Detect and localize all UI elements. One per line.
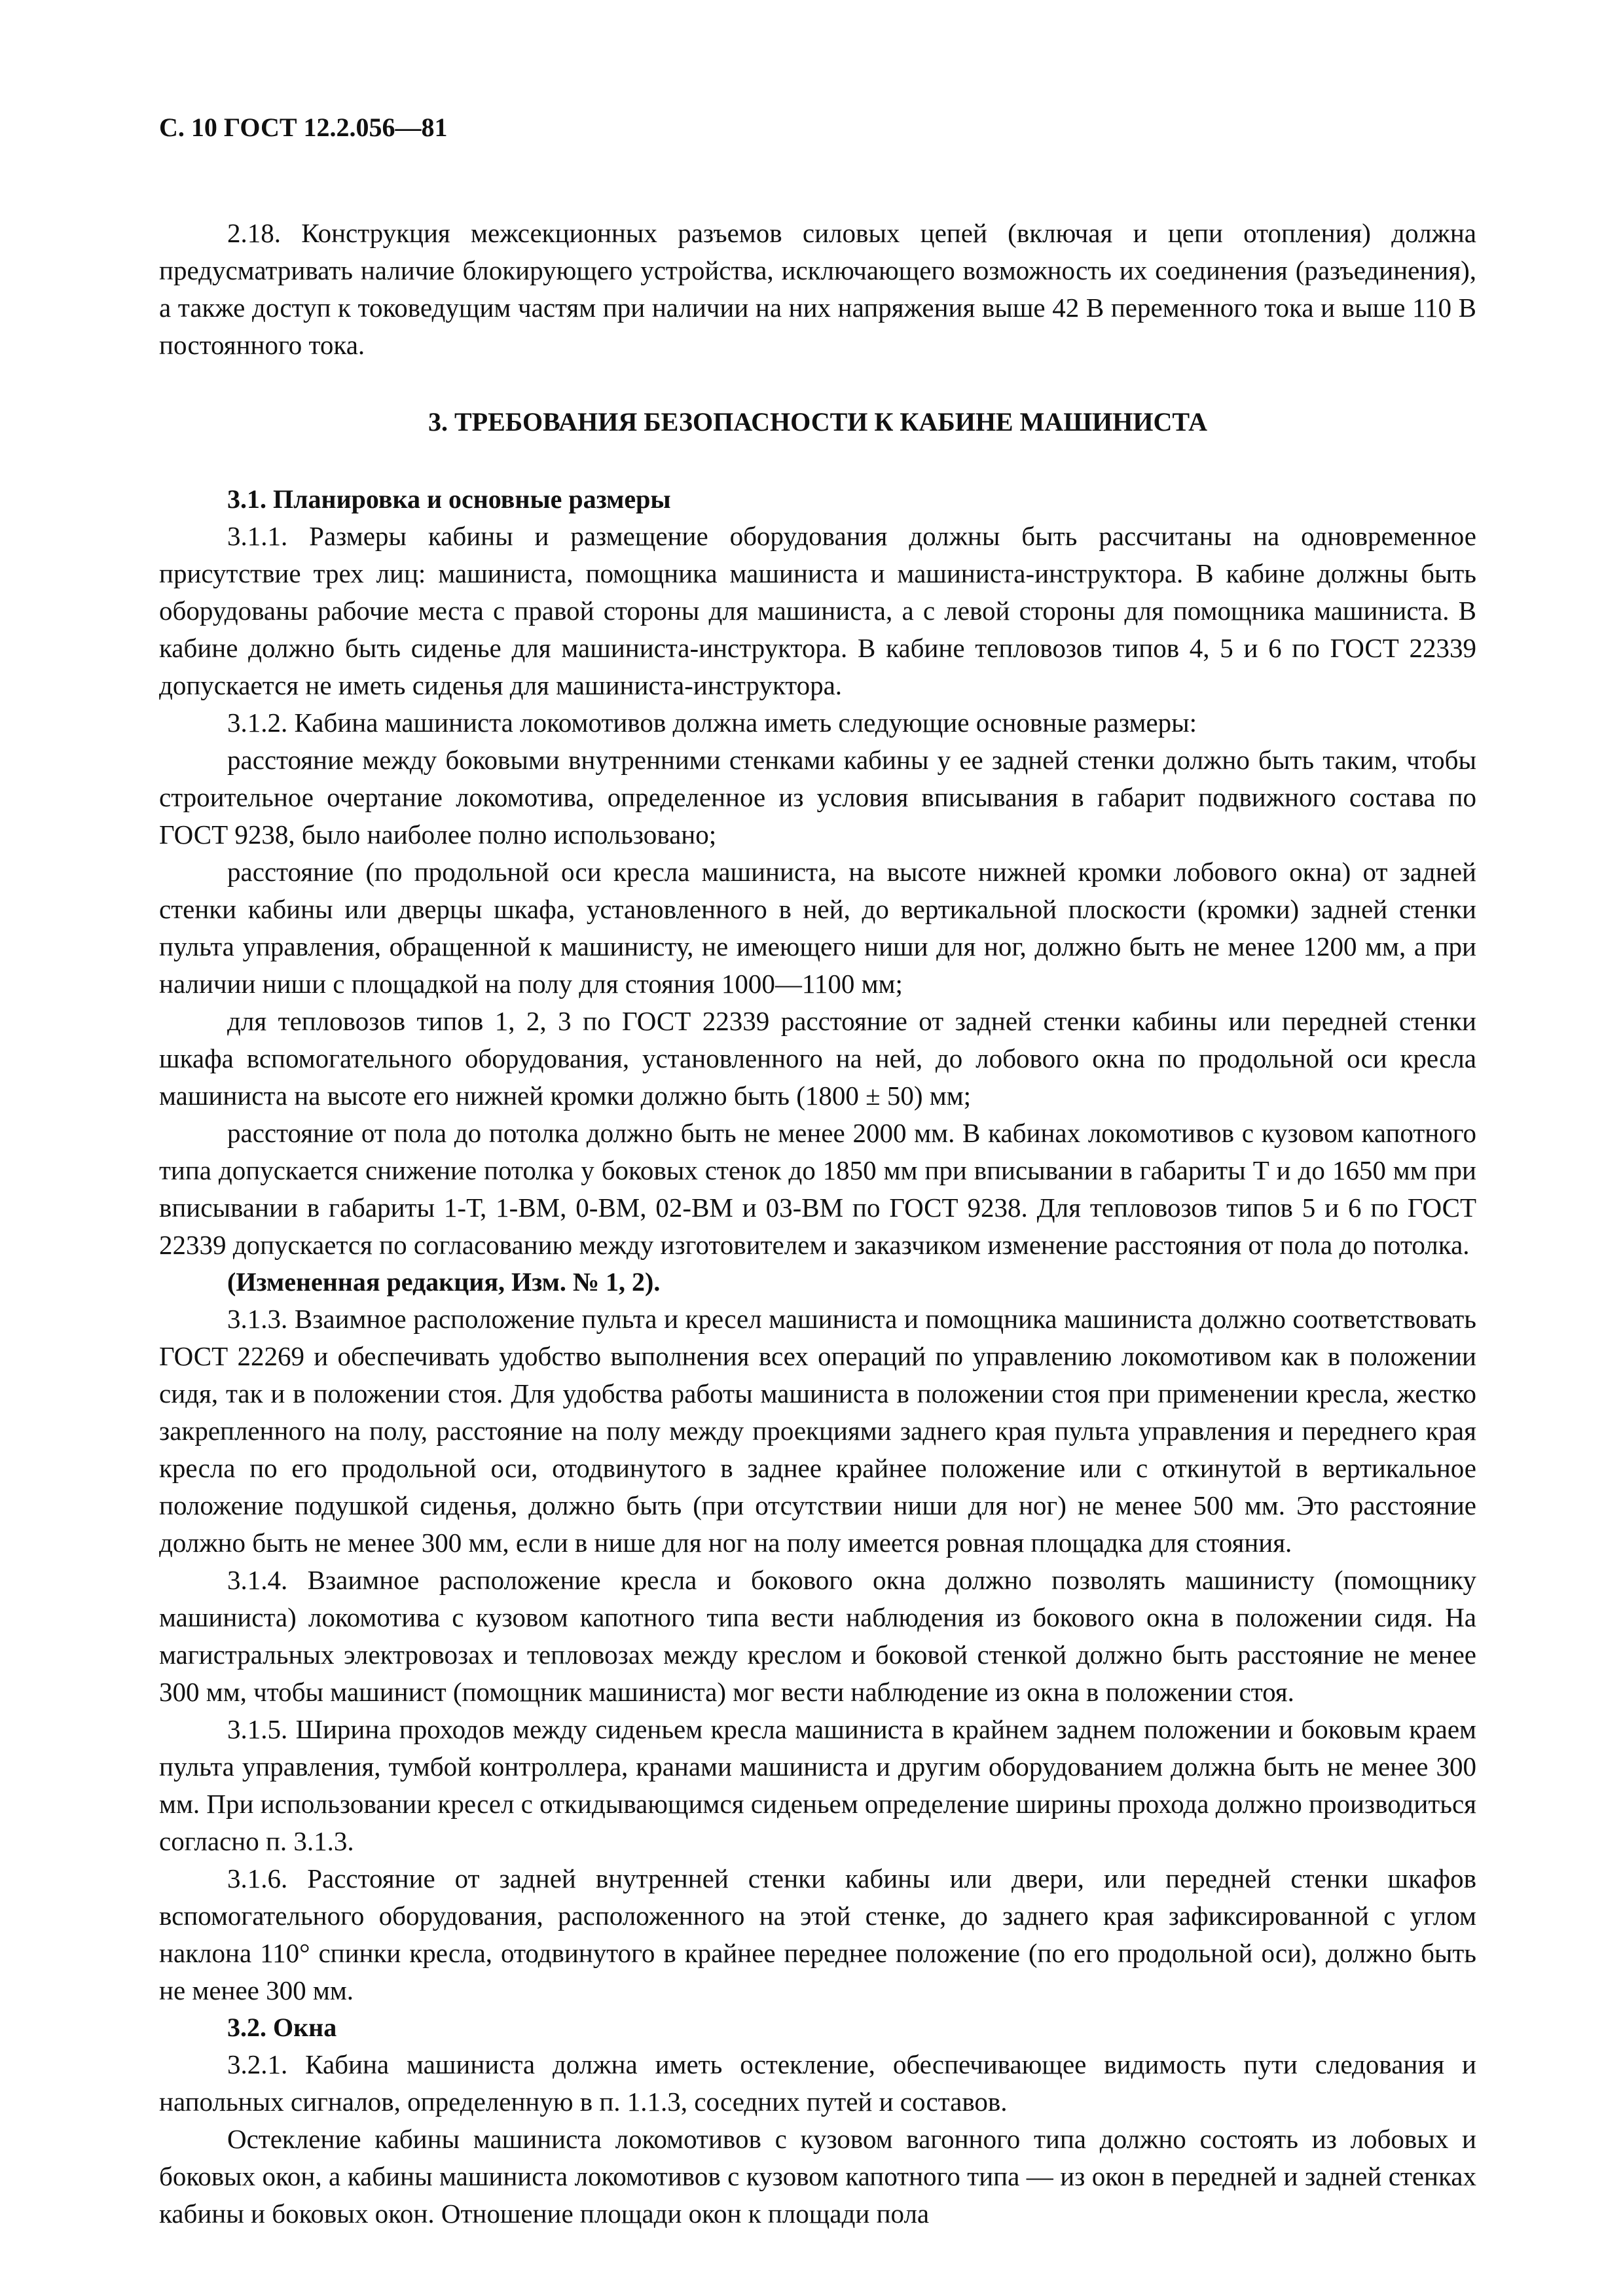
subheading-3-1: 3.1. Планировка и основные размеры bbox=[227, 484, 671, 514]
paragraph-3-1-4: 3.1.4. Взаимное расположение кресла и бокового окна должно позволять машинисту (помощнику машиниста) локомотива с кузовом капотного типа вести наблюдения из бокового окна в положении сидя. На магистральных электровозах и тепловозах между креслом и боковой стенкой должно быть расстояние не менее 300 мм, чтобы машинист (помощник машиниста) мог вести наблюдение из окна в положении стоя. bbox=[159, 1565, 1476, 1707]
paragraph-3-1-2-item-4: расстояние от пола до потолка должно быть не менее 2000 мм. В кабинах локомотивов с кузовом капотного типа допускается снижение потолка у боковых стенок до 1850 мм при вписывании в габариты Т и до 1650 мм при вписывании в габариты 1-Т, 1-ВМ, 0-ВМ, 02-ВМ и 03-ВМ по ГОСТ 9238. Для тепловозов типов 5 и 6 по ГОСТ 22339 допускается по согласованию между изготовителем и заказчиком изменение расстояния от пола до потолка. bbox=[159, 1118, 1476, 1260]
paragraph-3-1-1: 3.1.1. Размеры кабины и размещение оборудования должны быть рассчитаны на одновременное присутствие трех лиц: машиниста, помощника машиниста и машиниста-инструктора. В кабине должны быть оборудованы рабочие места с правой стороны для машиниста, а с левой стороны для помощника машиниста. В кабине должно быть сиденье для машиниста-инструктора. В кабине тепловозов типов 4, 5 и 6 по ГОСТ 22339 допускается не иметь сиденья для машиниста-инструктора. bbox=[159, 521, 1476, 700]
paragraph-3-1-2: 3.1.2. Кабина машиниста локомотивов должна иметь следующие основные размеры: bbox=[227, 708, 1197, 738]
subheading-3-2: 3.2. Окна bbox=[227, 2013, 337, 2042]
paragraph-3-1-2-item-3: для тепловозов типов 1, 2, 3 по ГОСТ 22339 расстояние от задней стенки кабины или передней стенки шкафа вспомогательного оборудования, установленного на ней, до лобового окна по продольной оси кресла машиниста на высоте его нижней кромки должно быть (1800 ± 50) мм; bbox=[159, 1006, 1476, 1111]
paragraph-3-1-5: 3.1.5. Ширина проходов между сиденьем кресла машиниста в крайнем заднем положении и боковым краем пульта управления, тумбой контроллера, кранами машиниста и другим оборудованием должна быть не менее 300 мм. При использовании кресел с откидывающимся сиденьем определение ширины прохода должно производиться согласно п. 3.1.3. bbox=[159, 1714, 1476, 1856]
paragraph-3-2-1-glazing: Остекление кабины машиниста локомотивов с кузовом вагонного типа должно состоять из лобовых и боковых окон, а кабины машиниста локомотивов с кузовом капотного типа — из окон в передней и задней стенках кабины и боковых окон. Отношение площади окон к площади пола bbox=[159, 2124, 1476, 2229]
paragraph-3-1-6: 3.1.6. Расстояние от задней внутренней стенки кабины или двери, или передней стенки шкафов вспомогательного оборудования, расположенного на этой стенке, до заднего края зафиксированной с углом наклона 110° спинки кресла, отодвинутого в крайнее переднее положение (по его продольной оси), должно быть не менее 300 мм. bbox=[159, 1863, 1476, 2005]
paragraph-3-1-2-item-1: расстояние между боковыми внутренними стенками кабины у ее задней стенки должно быть таким, чтобы строительное очертание локомотива, определенное из условия вписывания в габарит подвижного состава по ГОСТ 9238, было наиболее полно использовано; bbox=[159, 745, 1476, 850]
page-header: С. 10 ГОСТ 12.2.056—81 bbox=[159, 113, 448, 142]
amendment-note: (Измененная редакция, Изм. № 1, 2). bbox=[227, 1267, 661, 1297]
document-page bbox=[159, 111, 1476, 2233]
paragraph-3-1-3: 3.1.3. Взаимное расположение пульта и кресел машиниста и помощника машиниста должно соответствовать ГОСТ 22269 и обеспечивать удобство выполнения всех операций по управлению локомотивом как в положении сидя, так и в положении стоя. Для удобства работы машиниста в положении стоя при применении кресла, жестко закрепленного на полу, расстояние на полу между проекциями заднего края пульта управления и переднего края кресла по его продольной оси, отодвинутого в заднее крайнее положение или с откинутой в вертикальное положение подушкой сиденья, должно быть (при отсутствии ниши для ног) не менее 500 мм. Это расстояние должно быть не менее 300 мм, если в нише для ног на полу имеется ровная площадка для стояния. bbox=[159, 1304, 1476, 1558]
paragraph-2-18: 2.18. Конструкция межсекционных разъемов силовых цепей (включая и цепи отопления) должна предусматривать наличие блокирующего устройства, исключающего возможность их соединения (разъединения), а также доступ к токоведущим частям при наличии на них напряжения выше 42 В переменного тока и выше 110 В постоянного тока. bbox=[159, 218, 1476, 360]
paragraph-3-2-1: 3.2.1. Кабина машиниста должна иметь остекление, обеспечивающее видимость пути следования и напольных сигналов, определенную в п. 1.1.3, соседних путей и составов. bbox=[159, 2049, 1476, 2117]
paragraph-3-1-2-item-2: расстояние (по продольной оси кресла машиниста, на высоте нижней кромки лобового окна) от задней стенки кабины или дверцы шкафа, установленного в ней, до вертикальной плоскости (кромки) задней стенки пульта управления, обращенной к машинисту, не имеющего ниши для ног, должно быть не менее 1200 мм, а при наличии ниши с площадкой на полу для стояния 1000—1100 мм; bbox=[159, 857, 1476, 999]
section-title-3: 3. ТРЕБОВАНИЯ БЕЗОПАСНОСТИ К КАБИНЕ МАШИНИСТА bbox=[428, 407, 1207, 437]
